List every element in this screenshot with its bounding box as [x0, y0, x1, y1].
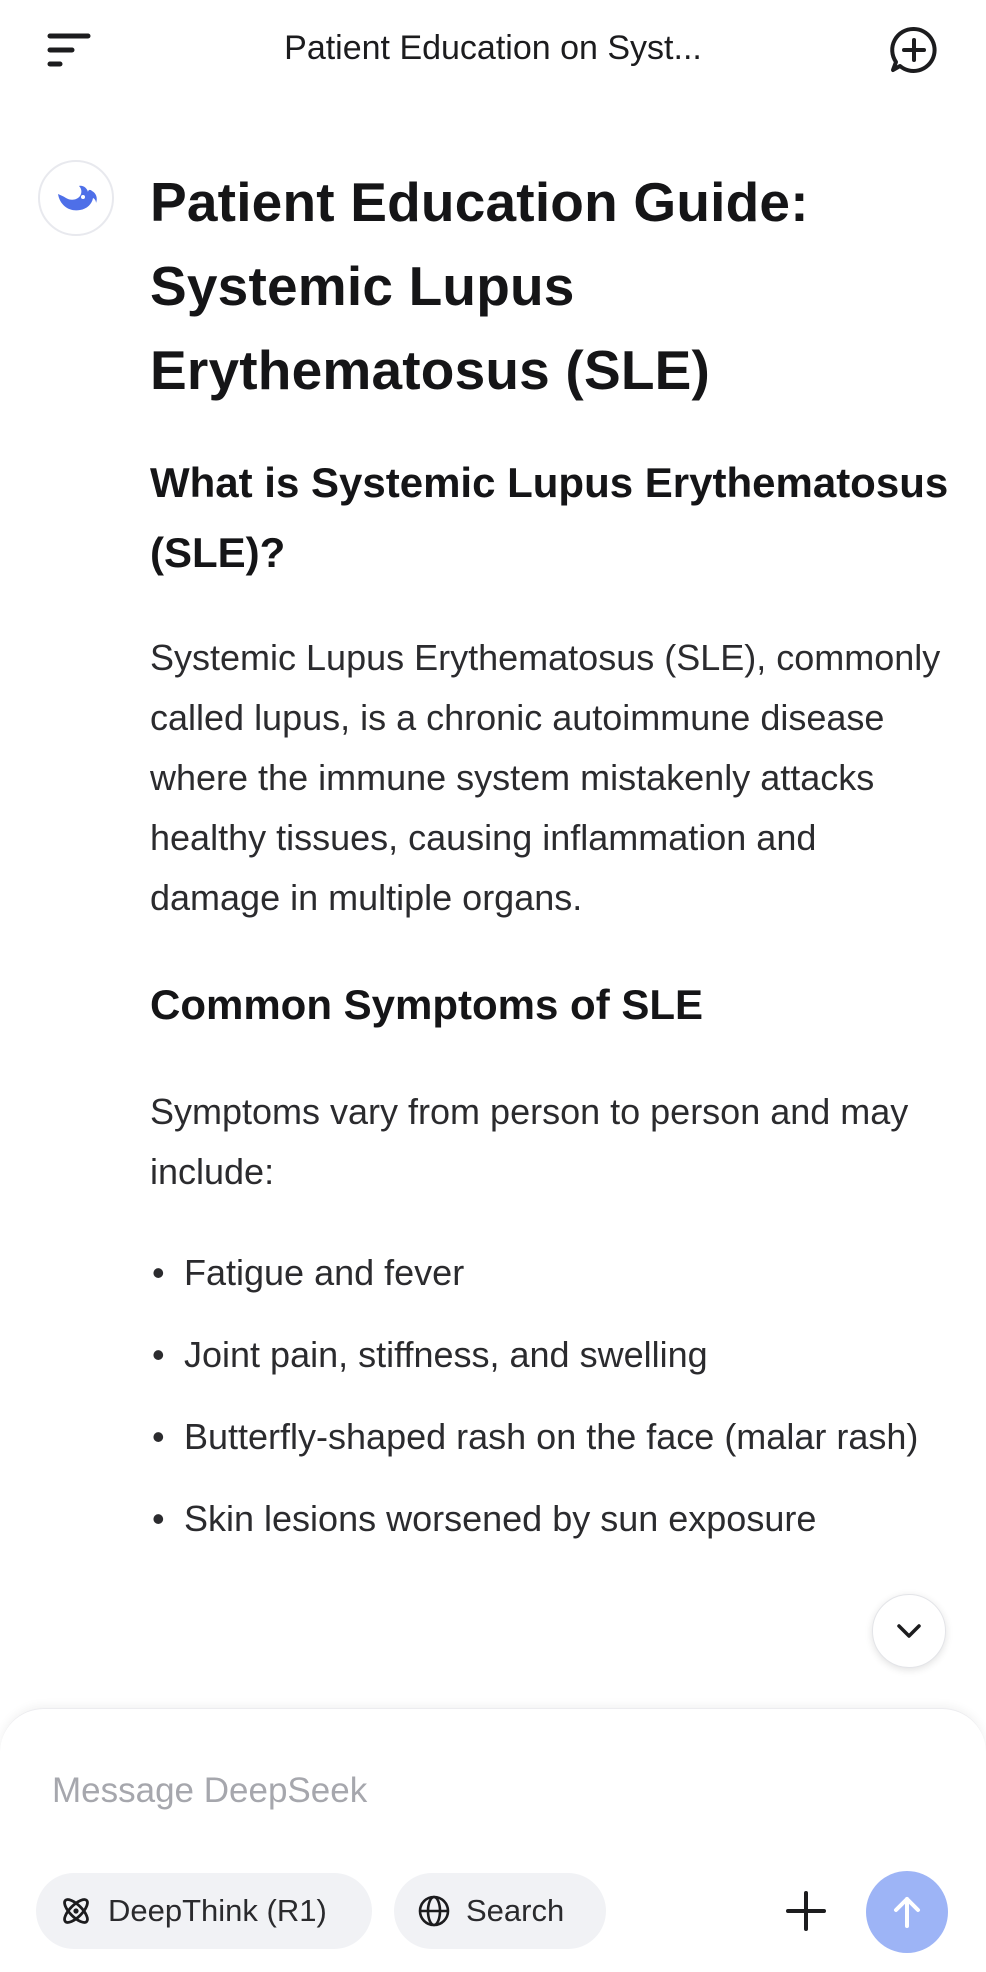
message-composer [0, 1708, 986, 1972]
new-chat-button[interactable] [886, 22, 942, 78]
menu-icon [38, 24, 98, 74]
symptoms-list [150, 1244, 950, 1548]
scroll-to-bottom-button[interactable] [872, 1594, 946, 1668]
message-input[interactable] [52, 1761, 932, 1821]
send-button[interactable] [866, 1871, 948, 1953]
assistant-avatar [38, 160, 114, 236]
deepthink-label: DeepThink (R1) [108, 1893, 327, 1928]
menu-button[interactable] [38, 24, 98, 74]
atom-icon [58, 1893, 94, 1929]
globe-icon [416, 1893, 452, 1929]
deepseek-whale-icon [54, 180, 98, 216]
search-label: Search [466, 1893, 565, 1928]
guide-title: Patient Education Guide: Systemic Lupus Erythematosus (SLE) [150, 171, 809, 401]
deepthink-toggle[interactable] [36, 1873, 372, 1949]
section-heading-symptoms: Common Symptoms of SLE [150, 981, 704, 1028]
search-toggle[interactable] [394, 1873, 606, 1949]
arrow-up-icon [887, 1892, 927, 1932]
section-heading-what-is-sle: What is Systemic Lupus Erythematosus (SLE)? [150, 459, 949, 576]
list-item: • Skin lesions worsened by sun exposure [150, 1490, 950, 1548]
new-chat-icon [886, 22, 942, 78]
attach-button[interactable] [776, 1881, 836, 1941]
assistant-message [150, 160, 950, 1572]
chevron-down-icon [894, 1621, 924, 1641]
plus-icon [783, 1888, 829, 1934]
section-text-what-is-sle: Systemic Lupus Erythematosus (SLE), commonly called lupus, is a chronic autoimmune disease where the immune system mistakenly attacks healthy tissues, causing inflammation and damage in multiple organs. [150, 637, 941, 918]
list-item: • Joint pain, stiffness, and swelling [150, 1326, 950, 1384]
top-bar [0, 0, 986, 100]
list-item: • Butterfly-shaped rash on the face (malar rash) [150, 1408, 950, 1466]
conversation-title[interactable]: Patient Education on Syst... [284, 29, 702, 67]
symptoms-intro: Symptoms vary from person to person and may include: [150, 1091, 909, 1192]
list-item: • Fatigue and fever [150, 1244, 950, 1302]
